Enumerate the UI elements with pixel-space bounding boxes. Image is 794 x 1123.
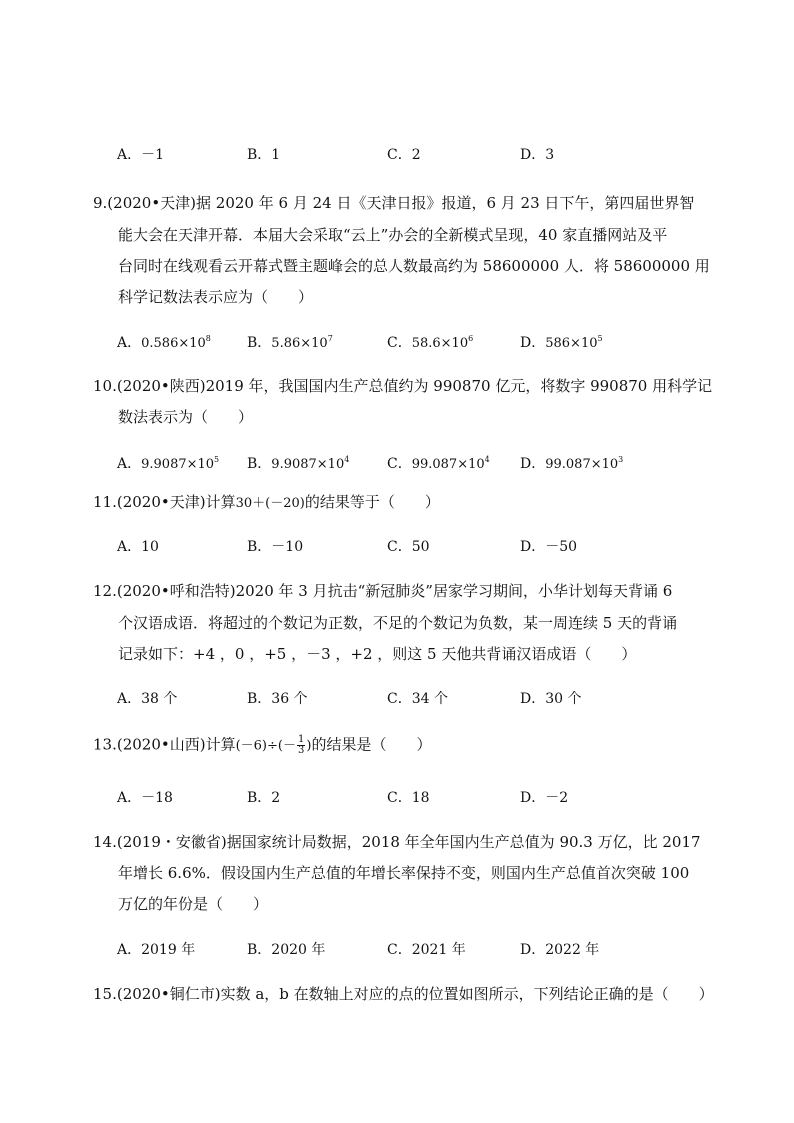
q12-option-c[interactable]: C．34 个	[387, 691, 448, 707]
q9-stem-line-3: 台同时在线观看云开幕式暨主题峰会的总人数最高约为 58600000 人．将 58600000 用	[118, 257, 710, 275]
option-base: 99.087×10	[411, 457, 485, 472]
q11-option-d[interactable]: D．－50	[520, 539, 578, 555]
option-exponent: 3	[618, 455, 624, 464]
q10-option-a[interactable]	[117, 451, 219, 474]
q10-stem-line-1: 10.(2020•陕西)2019 年，我国国内生产总值约为 990870 亿元，将数字 990870 用科学记	[93, 377, 713, 395]
q13-option-d[interactable]: D．－2	[520, 790, 569, 806]
q9-stem-line-2: 能大会在天津开幕．本届大会采取“云上”办会的全新模式呈现，40 家直播网站及平	[118, 226, 668, 244]
fraction	[297, 735, 305, 756]
q12-stem-line-3: 记录如下：+4 ，0 ，+5 ，－3 ，+2 ，则这 5 天他共背诵汉语成语（ ）	[118, 645, 637, 663]
q9-option-d[interactable]	[520, 330, 603, 353]
q14-option-c[interactable]: C．2021 年	[387, 942, 466, 958]
option-base: 99.087×10	[545, 457, 619, 472]
q9-option-b[interactable]	[247, 330, 333, 353]
option-exponent: 6	[468, 334, 474, 343]
option-base: 0.586×10	[141, 336, 206, 351]
q12-option-a[interactable]: A．38 个	[117, 691, 178, 707]
option-base: 5.86×10	[271, 336, 328, 351]
q13-expression-part-a: (－6)÷(－	[235, 738, 296, 754]
q14-option-b[interactable]: B．2020 年	[247, 942, 326, 958]
q15-stem-line-1: 15.(2020•铜仁市)实数 a，b 在数轴上对应的点的位置如图所示，下列结论正确的是（ ）	[93, 985, 714, 1003]
q11-stem	[93, 493, 440, 513]
option-label: B．	[247, 335, 272, 351]
option-exponent: 8	[205, 334, 211, 343]
option-base: 9.9087×10	[271, 457, 345, 472]
q9-option-a[interactable]	[117, 330, 211, 353]
option-base: 58.6×10	[411, 336, 469, 351]
q8-option-c[interactable]: C．2	[387, 147, 421, 163]
q10-option-b[interactable]	[247, 451, 349, 474]
q12-stem-line-1: 12.(2020•呼和浩特)2020 年 3 月抗击“新冠肺炎”居家学习期间，小华计划每天背诵 6	[93, 582, 673, 600]
q11-option-c[interactable]: C．50	[387, 539, 430, 555]
q14-stem-line-3: 万亿的年份是（ ）	[118, 895, 269, 913]
q13-option-a[interactable]: A．－18	[117, 790, 173, 806]
q10-option-c[interactable]	[387, 451, 490, 474]
q12-option-b[interactable]: B．36 个	[247, 691, 308, 707]
q14-option-a[interactable]: A．2019 年	[117, 942, 196, 958]
option-label: B．	[247, 456, 272, 472]
fraction-denominator: 3	[297, 745, 305, 756]
q11-prefix: 11.(2020•天津)计算	[93, 493, 236, 511]
fraction-numerator: 1	[297, 734, 305, 745]
option-exponent: 4	[484, 455, 490, 464]
option-label: A．	[117, 335, 142, 351]
option-base: 586×10	[545, 336, 598, 351]
option-label: D．	[520, 335, 546, 351]
option-exponent: 5	[214, 455, 220, 464]
q8-option-a[interactable]: A．－1	[117, 147, 165, 163]
q11-suffix: 的结果等于（ ）	[304, 493, 440, 511]
q11-expression: 30＋(－20)	[235, 496, 305, 511]
option-base: 9.9087×10	[141, 457, 215, 472]
q12-stem-line-2: 个汉语成语．将超过的个数记为正数，不足的个数记为负数，某一周连续 5 天的背诵	[118, 614, 678, 632]
option-exponent: 4	[344, 455, 350, 464]
q10-option-d[interactable]	[520, 451, 623, 474]
q10-stem-line-2: 数法表示为（ ）	[118, 408, 254, 426]
q14-option-d[interactable]: D．2022 年	[520, 942, 600, 958]
option-label: C．	[387, 335, 412, 351]
q13-stem	[93, 735, 431, 756]
q11-option-b[interactable]: B．－10	[247, 539, 304, 555]
q13-expression-part-b: )	[306, 738, 312, 754]
q9-stem-line-4: 科学记数法表示应为（ ）	[118, 288, 314, 306]
q8-option-d[interactable]: D．3	[520, 147, 555, 163]
q13-suffix: 的结果是（ ）	[311, 735, 432, 754]
q14-stem-line-2: 年增长 6.6%．假设国内生产总值的年增长率保持不变，则国内生产总值首次突破 100	[118, 864, 690, 882]
option-label: D．	[520, 456, 546, 472]
q13-prefix: 13.(2020•山西)计算	[93, 735, 236, 754]
option-label: C．	[387, 456, 412, 472]
option-exponent: 5	[597, 334, 603, 343]
q9-stem-line-1: 9.(2020•天津)据 2020 年 6 月 24 日《天津日报》报道，6 月 23 日下午，第四届世界智	[93, 194, 695, 212]
q12-option-d[interactable]: D．30 个	[520, 691, 582, 707]
q11-option-a[interactable]: A．10	[117, 539, 159, 555]
q13-option-c[interactable]: C．18	[387, 790, 430, 806]
q14-stem-line-1: 14.(2019・安徽省)据国家统计局数据，2018 年全年国内生产总值为 90.3 万亿，比 2017	[93, 833, 701, 851]
option-exponent: 7	[327, 334, 333, 343]
q8-option-b[interactable]: B．1	[247, 147, 281, 163]
q13-option-b[interactable]: B．2	[247, 790, 281, 806]
option-label: A．	[117, 456, 142, 472]
q9-option-c[interactable]	[387, 330, 473, 353]
